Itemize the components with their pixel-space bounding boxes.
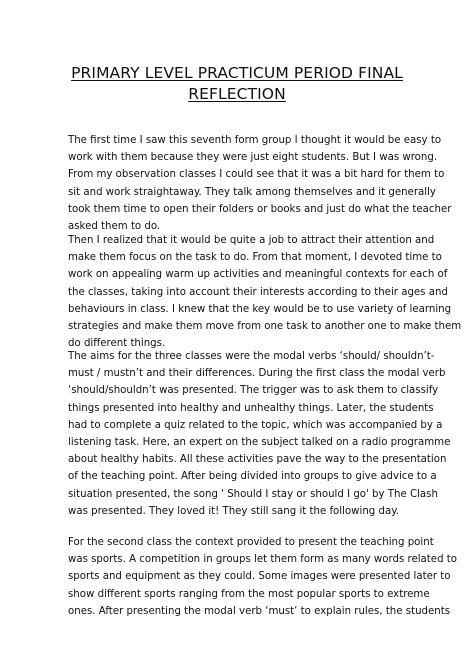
text-line: behaviours in class. I knew that the key would be to use variety of learning — [68, 303, 452, 315]
text-line: do different things. — [68, 338, 166, 350]
text-line: The first time I saw this seventh form group I thought it would be easy to — [68, 135, 442, 146]
text-line: situation presented, the song ' Should I stay or should I go' by The Clash — [68, 488, 438, 500]
text-line: things presented into healthy and unhealthy things. Later, the students — [68, 402, 434, 414]
text-line: asked them to do. — [68, 220, 161, 232]
text-line: The aims for the three classes were the modal verbs ‘should/ shouldn’t- — [68, 351, 435, 362]
text-line: was presented. They loved it! They still sang it the following day. — [68, 505, 400, 517]
text-line: sports and equipment as they could. Some images were presented later to — [68, 571, 451, 583]
paragraph-2 — [68, 232, 468, 352]
text-line: the classes, taking into account their interests according to their ages and — [68, 286, 448, 298]
text-line: must / mustn’t and their differences. During the first class the modal verb — [68, 368, 446, 380]
paragraph-3 — [68, 348, 468, 520]
text-line: of the teaching point. After being divided into groups to give advice to a — [68, 471, 437, 483]
text-line: work on appealing warm up activities and meaningful contexts for each of — [68, 269, 448, 281]
text-line: listening task. Here, an expert on the subject talked on a radio programme — [68, 436, 451, 448]
text-line: took them time to open their folders or books and just do what the teacher — [68, 203, 452, 215]
paragraph-4 — [68, 534, 468, 620]
text-line: Then I realized that it would be quite a job to attract their attention and — [68, 235, 435, 246]
paragraph-1 — [68, 132, 468, 235]
text-line: had to complete a quiz related to the topic, which was accompanied by a — [68, 419, 443, 431]
text-line: sit and work straightaway. They talk among themselves and it generally — [68, 186, 436, 198]
text-line: For the second class the context provided to present the teaching point — [68, 537, 434, 548]
text-line: make them focus on the task to do. From that moment, I devoted time to — [68, 252, 442, 264]
document-title-line-1: PRIMARY LEVEL PRACTICUM PERIOD FINAL — [71, 64, 403, 82]
text-line: ones. After presenting the modal verb ‘must’ to explain rules, the students — [68, 605, 451, 617]
document-title-line-2: REFLECTION — [188, 85, 286, 103]
text-line: strategies and make them move from one task to another one to make them — [68, 320, 462, 332]
text-line: about healthy habits. All these activities pave the way to the presentation — [68, 454, 447, 466]
text-line: From my observation classes I could see that it was a bit hard for them to — [68, 169, 445, 181]
text-line: was sports. A competition in groups let them form as many words related to — [68, 554, 457, 566]
text-line: ‘should/shouldn’t was presented. The trigger was to ask them to classify — [68, 385, 439, 397]
text-line: show different sports ranging from the most popular sports to extreme — [68, 588, 430, 600]
text-line: work with them because they were just eight students. But I was wrong. — [68, 152, 438, 164]
